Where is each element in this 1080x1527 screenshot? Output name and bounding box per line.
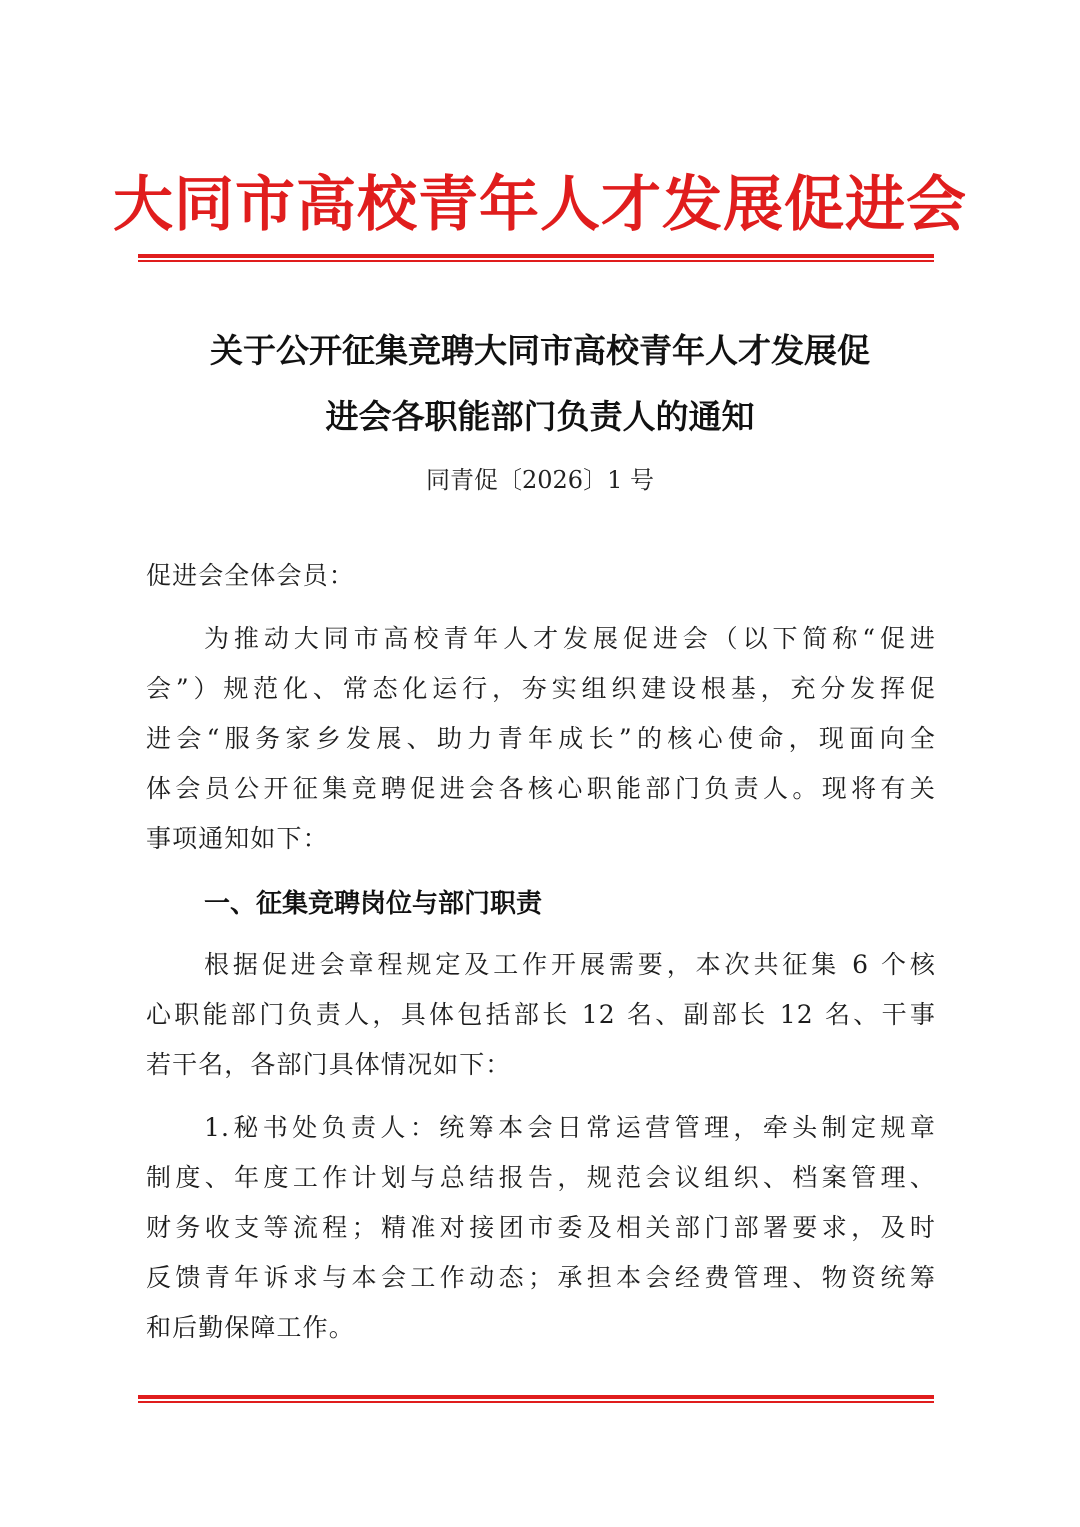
section-1-line-2: 心职能部门负责人，具体包括部长 12 名、副部长 12 名、干事 <box>146 1000 936 1029</box>
letterhead-red-rule <box>138 254 934 263</box>
section-1-line-3: 若干名，各部门具体情况如下： <box>146 1050 512 1079</box>
intro-line-1: 为推动大同市高校青年人才发展促进会（以下简称“促进 <box>204 624 936 653</box>
section-1-heading: 一、征集竞聘岗位与部门职责 <box>204 889 543 919</box>
rule-thin-line <box>138 260 934 262</box>
item-1-line-3: 财务收支等流程；精准对接团市委及相关部门部署要求，及时 <box>146 1213 936 1242</box>
item-1-line-2: 制度、年度工作计划与总结报告，规范会议组织、档案管理、 <box>146 1163 936 1192</box>
rule-thick-line <box>138 1395 934 1399</box>
notice-title-line-1: 关于公开征集竞聘大同市高校青年人才发展促 <box>210 331 870 370</box>
document-number: 同青促〔2026〕1 号 <box>426 466 654 494</box>
item-1-line-5: 和后勤保障工作。 <box>146 1313 355 1342</box>
section-1-line-1: 根据促进会章程规定及工作开展需要，本次共征集 6 个核 <box>204 950 936 979</box>
rule-thick-line <box>138 254 934 258</box>
item-1-line-4: 反馈青年诉求与本会工作动态；承担本会经费管理、物资统筹 <box>146 1263 936 1292</box>
intro-line-2: 会”）规范化、常态化运行，夯实组织建设根基，充分发挥促 <box>146 674 936 703</box>
item-1-line-1: 1.秘书处负责人：统筹本会日常运营管理，牵头制定规章 <box>204 1113 936 1142</box>
rule-thin-line <box>138 1401 934 1403</box>
intro-line-3: 进会“服务家乡发展、助力青年成长”的核心使命，现面向全 <box>146 724 936 753</box>
intro-line-4: 体会员公开征集竞聘促进会各核心职能部门负责人。现将有关 <box>146 774 936 803</box>
notice-title-line-2: 进会各职能部门负责人的通知 <box>325 397 755 436</box>
intro-line-5: 事项通知如下： <box>146 824 329 853</box>
footer-red-rule <box>138 1395 934 1404</box>
salutation: 促进会全体会员： <box>146 561 355 590</box>
letterhead-organization: 大同市高校青年人才发展促进会 <box>113 170 967 240</box>
